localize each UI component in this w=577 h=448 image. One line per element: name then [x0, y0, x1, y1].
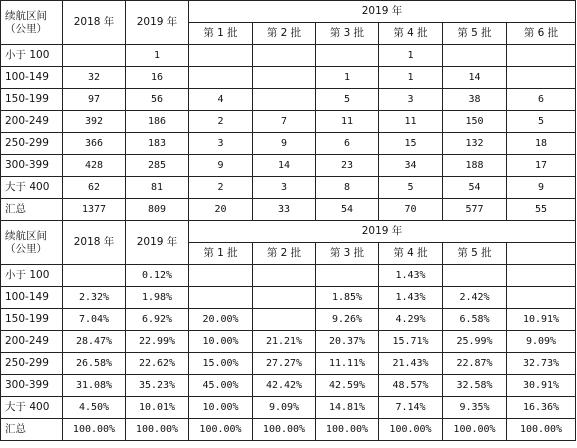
- table-cell: [189, 265, 253, 287]
- row-label: 300-399: [1, 375, 63, 397]
- table-cell: 1: [379, 45, 443, 67]
- table-cell: 0.12%: [126, 265, 189, 287]
- table-row: [1, 45, 576, 67]
- table-cell: [507, 67, 576, 89]
- table-cell: 22.87%: [443, 353, 507, 375]
- table-cell: 100.00%: [443, 419, 507, 441]
- table-row: [1, 419, 576, 441]
- row-label: 大于 400: [1, 397, 63, 419]
- table-cell: 70: [379, 199, 443, 221]
- lower-batch-header: 第 5 批: [443, 243, 507, 265]
- table-cell: [507, 45, 576, 67]
- upper-batch-header: 第 6 批: [507, 23, 576, 45]
- table-cell: 183: [126, 133, 189, 155]
- table-cell: 14: [253, 155, 316, 177]
- table-cell: 6.58%: [443, 309, 507, 331]
- table-cell: 5: [507, 111, 576, 133]
- table-row: [1, 309, 576, 331]
- table-cell: 366: [63, 133, 126, 155]
- table-row: [1, 111, 576, 133]
- table-cell: 1.98%: [126, 287, 189, 309]
- table-cell: [507, 265, 576, 287]
- table-cell: 17: [507, 155, 576, 177]
- table-cell: 428: [63, 155, 126, 177]
- table-cell: 7: [253, 111, 316, 133]
- table-row: [1, 177, 576, 199]
- upper-batch-header: 第 5 批: [443, 23, 507, 45]
- table-cell: 150: [443, 111, 507, 133]
- table-cell: 14.81%: [316, 397, 379, 419]
- table-cell: 9.09%: [507, 331, 576, 353]
- table-cell: 34: [379, 155, 443, 177]
- table-cell: 15.00%: [189, 353, 253, 375]
- table-cell: 10.00%: [189, 397, 253, 419]
- row-label: 200-249: [1, 331, 63, 353]
- table-cell: 4.29%: [379, 309, 443, 331]
- table-cell: 10.91%: [507, 309, 576, 331]
- table-cell: 100.00%: [316, 419, 379, 441]
- lower-batch-header: 第 4 批: [379, 243, 443, 265]
- table-cell: 9: [507, 177, 576, 199]
- table-cell: 100.00%: [253, 419, 316, 441]
- table-cell: 3: [189, 133, 253, 155]
- upper-batch-header: 第 1 批: [189, 23, 253, 45]
- table-cell: 186: [126, 111, 189, 133]
- lower-year-2019-header: 2019 年: [126, 221, 189, 265]
- table-cell: 21.21%: [253, 331, 316, 353]
- table-cell: [443, 265, 507, 287]
- table-cell: [253, 287, 316, 309]
- table-cell: 10.00%: [189, 331, 253, 353]
- table-cell: 577: [443, 199, 507, 221]
- table-row: [1, 331, 576, 353]
- table-cell: 100.00%: [63, 419, 126, 441]
- table-cell: 22.62%: [126, 353, 189, 375]
- table-cell: 35.23%: [126, 375, 189, 397]
- table-cell: 11: [316, 111, 379, 133]
- table-cell: 2: [189, 111, 253, 133]
- table-cell: [253, 265, 316, 287]
- table-row: [1, 265, 576, 287]
- table-cell: 20.37%: [316, 331, 379, 353]
- lower-batch-header: 第 2 批: [253, 243, 316, 265]
- table-cell: 97: [63, 89, 126, 111]
- table-cell: 100.00%: [507, 419, 576, 441]
- upper-range-header-label: 续航区间: [5, 9, 47, 22]
- table-cell: 42.59%: [316, 375, 379, 397]
- upper-batch-header: 第 3 批: [316, 23, 379, 45]
- upper-year-2019-header: 2019 年: [126, 1, 189, 45]
- upper-batch-group-header: 2019 年: [189, 1, 576, 23]
- table-cell: 7.14%: [379, 397, 443, 419]
- table-cell: 42.42%: [253, 375, 316, 397]
- table-cell: 1377: [63, 199, 126, 221]
- table-cell: 7.04%: [63, 309, 126, 331]
- lower-batch-group-header: 2019 年: [189, 221, 576, 243]
- table-cell: 5: [379, 177, 443, 199]
- lower-batch-header: [507, 243, 576, 265]
- table-cell: [443, 45, 507, 67]
- table-cell: 25.99%: [443, 331, 507, 353]
- lower-range-header: [1, 221, 63, 265]
- table-cell: 6.92%: [126, 309, 189, 331]
- table-cell: 3: [253, 177, 316, 199]
- row-label: 250-299: [1, 133, 63, 155]
- table-cell: 1.43%: [379, 265, 443, 287]
- table-cell: [63, 265, 126, 287]
- table-row: [1, 287, 576, 309]
- table-cell: 100.00%: [126, 419, 189, 441]
- table-cell: 56: [126, 89, 189, 111]
- table-cell: 188: [443, 155, 507, 177]
- table-row: [1, 155, 576, 177]
- table-cell: 26.58%: [63, 353, 126, 375]
- table-cell: 38: [443, 89, 507, 111]
- table-row: [1, 397, 576, 419]
- table-cell: 23: [316, 155, 379, 177]
- table-cell: 15: [379, 133, 443, 155]
- upper-batch-header: 第 2 批: [253, 23, 316, 45]
- table-cell: [63, 45, 126, 67]
- row-label: 小于 100: [1, 45, 63, 67]
- table-cell: [189, 287, 253, 309]
- table-body: [1, 1, 576, 441]
- table-cell: [253, 309, 316, 331]
- table-row: [1, 133, 576, 155]
- table-cell: 10.01%: [126, 397, 189, 419]
- table-cell: 100.00%: [189, 419, 253, 441]
- table-cell: 9.09%: [253, 397, 316, 419]
- table-cell: 132: [443, 133, 507, 155]
- table-cell: 9.26%: [316, 309, 379, 331]
- row-label: 100-149: [1, 67, 63, 89]
- table-row: [1, 375, 576, 397]
- table-cell: 11: [379, 111, 443, 133]
- table-cell: 1.43%: [379, 287, 443, 309]
- row-label: 汇总: [1, 419, 63, 441]
- table-cell: [253, 45, 316, 67]
- table-cell: 6: [507, 89, 576, 111]
- table-cell: 28.47%: [63, 331, 126, 353]
- table-row: [1, 89, 576, 111]
- table-cell: 4.50%: [63, 397, 126, 419]
- table-cell: 4: [189, 89, 253, 111]
- table-cell: 392: [63, 111, 126, 133]
- table-cell: 100.00%: [379, 419, 443, 441]
- table-cell: 31.08%: [63, 375, 126, 397]
- table-cell: 2.42%: [443, 287, 507, 309]
- table-cell: 32: [63, 67, 126, 89]
- lower-range-header-unit: （公里）: [5, 242, 47, 255]
- upper-range-header: [1, 1, 63, 45]
- row-label: 200-249: [1, 111, 63, 133]
- table-cell: 8: [316, 177, 379, 199]
- upper-batch-header: 第 4 批: [379, 23, 443, 45]
- table-cell: 1: [316, 67, 379, 89]
- upper-header-row: [1, 1, 576, 23]
- table-cell: 54: [443, 177, 507, 199]
- table-cell: 2.32%: [63, 287, 126, 309]
- row-label: 小于 100: [1, 265, 63, 287]
- table-row: [1, 67, 576, 89]
- table-cell: [253, 67, 316, 89]
- table-cell: 9: [253, 133, 316, 155]
- upper-range-header-unit: （公里）: [5, 22, 47, 35]
- lower-batch-header: 第 3 批: [316, 243, 379, 265]
- table-cell: 45.00%: [189, 375, 253, 397]
- lower-range-header-label: 续航区间: [5, 229, 47, 242]
- table-cell: 1.85%: [316, 287, 379, 309]
- table-cell: 21.43%: [379, 353, 443, 375]
- row-label: 100-149: [1, 287, 63, 309]
- table-cell: 20.00%: [189, 309, 253, 331]
- table-cell: 62: [63, 177, 126, 199]
- table-row: [1, 199, 576, 221]
- table-cell: 9.35%: [443, 397, 507, 419]
- table-cell: 15.71%: [379, 331, 443, 353]
- table-cell: 9: [189, 155, 253, 177]
- row-label: 150-199: [1, 309, 63, 331]
- table-cell: 285: [126, 155, 189, 177]
- table-cell: 32.58%: [443, 375, 507, 397]
- table-cell: 14: [443, 67, 507, 89]
- row-label: 250-299: [1, 353, 63, 375]
- table-cell: 6: [316, 133, 379, 155]
- table-row: [1, 353, 576, 375]
- table-cell: 1: [379, 67, 443, 89]
- table-cell: 2: [189, 177, 253, 199]
- row-label: 大于 400: [1, 177, 63, 199]
- upper-year-2018-header: 2018 年: [63, 1, 126, 45]
- table-cell: 32.73%: [507, 353, 576, 375]
- lower-header-row: [1, 221, 576, 243]
- table-cell: 54: [316, 199, 379, 221]
- table-cell: [507, 287, 576, 309]
- table-cell: 33: [253, 199, 316, 221]
- table-cell: [316, 45, 379, 67]
- table-cell: 48.57%: [379, 375, 443, 397]
- table-cell: 27.27%: [253, 353, 316, 375]
- table-cell: 809: [126, 199, 189, 221]
- lower-batch-header: 第 1 批: [189, 243, 253, 265]
- table-cell: 81: [126, 177, 189, 199]
- table-cell: 30.91%: [507, 375, 576, 397]
- table-cell: 3: [379, 89, 443, 111]
- row-label: 300-399: [1, 155, 63, 177]
- table-cell: [189, 67, 253, 89]
- row-label: 汇总: [1, 199, 63, 221]
- table-cell: 11.11%: [316, 353, 379, 375]
- table-cell: 55: [507, 199, 576, 221]
- row-label: 150-199: [1, 89, 63, 111]
- table-cell: [253, 89, 316, 111]
- table-cell: 22.99%: [126, 331, 189, 353]
- table-cell: [189, 45, 253, 67]
- table-cell: 18: [507, 133, 576, 155]
- table-cell: 1: [126, 45, 189, 67]
- table-cell: 5: [316, 89, 379, 111]
- table-cell: 16.36%: [507, 397, 576, 419]
- table-cell: [316, 265, 379, 287]
- lower-year-2018-header: 2018 年: [63, 221, 126, 265]
- table-cell: 20: [189, 199, 253, 221]
- table-cell: 16: [126, 67, 189, 89]
